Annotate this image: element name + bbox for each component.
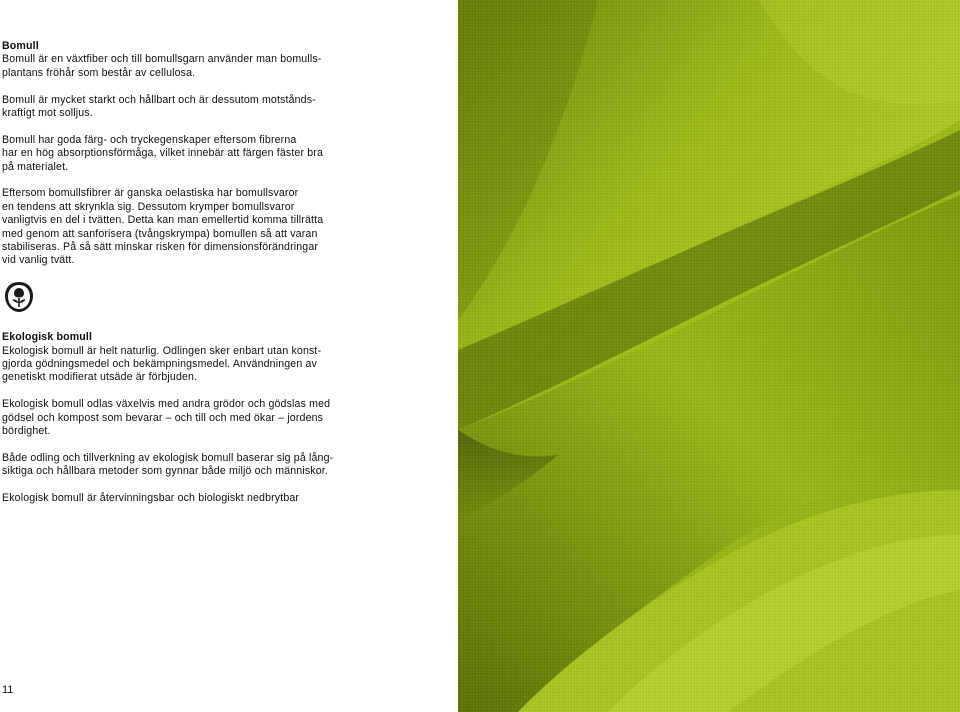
organic-paragraph-1: Ekologisk bomull är helt naturlig. Odlingen sker enbart utan konst- gjorda gödningsmedel och bekämpningsmedel. Användningen av genetiskt modifierat utsäde är förbjuden. xyxy=(2,344,322,384)
fabric-photo xyxy=(458,0,960,712)
cotton-section xyxy=(2,40,354,268)
cotton-paragraph-4: Eftersom bomullsfibrer är ganska oelastiska har bomullsvaror en tendens att skrynkla sig. Dessutom krymper bomullsvaror vanligtvis en del i tvätten. Detta kan man emellertid komma tillrätta med genom att sanforisera (tvångskrympa) bomullen så att varan stabiliseras. På så sätt minskar risken för dimensionsförändringar vid vanlig tvätt. xyxy=(2,187,324,267)
organic-paragraph-3: Både odling och tillverkning av ekologisk bomull baserar sig på lång- siktiga och hållbara metoder som gynnar både miljö och människor. xyxy=(2,451,334,478)
organic-cotton-section xyxy=(2,331,354,505)
organic-paragraph-2: Ekologisk bomull odlas växelvis med andra grödor och gödslas med gödsel och kompost som bevarar – och till och med ökar – jordens bördighet. xyxy=(2,398,331,438)
organic-heading: Ekologisk bomull xyxy=(2,331,93,344)
cotton-paragraph-2: Bomull är mycket starkt och hållbart och är dessutom motstånds- kraftigt mot solljus. xyxy=(2,93,316,120)
text-column xyxy=(2,40,354,519)
fabric-photo-graphic xyxy=(458,0,960,712)
cotton-paragraph-1: Bomull är en växtfiber och till bomullsgarn använder man bomulls- plantans fröhår som består av cellulosa. xyxy=(2,53,322,79)
cotton-heading: Bomull xyxy=(2,40,39,52)
page-number: 11 xyxy=(2,684,14,696)
cotton-plant-emblem-icon xyxy=(4,281,34,313)
organic-paragraph-4: Ekologisk bomull är återvinningsbar och biologiskt nedbrytbar xyxy=(2,492,300,505)
cotton-paragraph-3: Bomull har goda färg- och tryckegenskaper eftersom fibrerna har en hög absorptionsförmåga, vilket innebär att färgen fäster bra på materialet. xyxy=(2,133,323,173)
